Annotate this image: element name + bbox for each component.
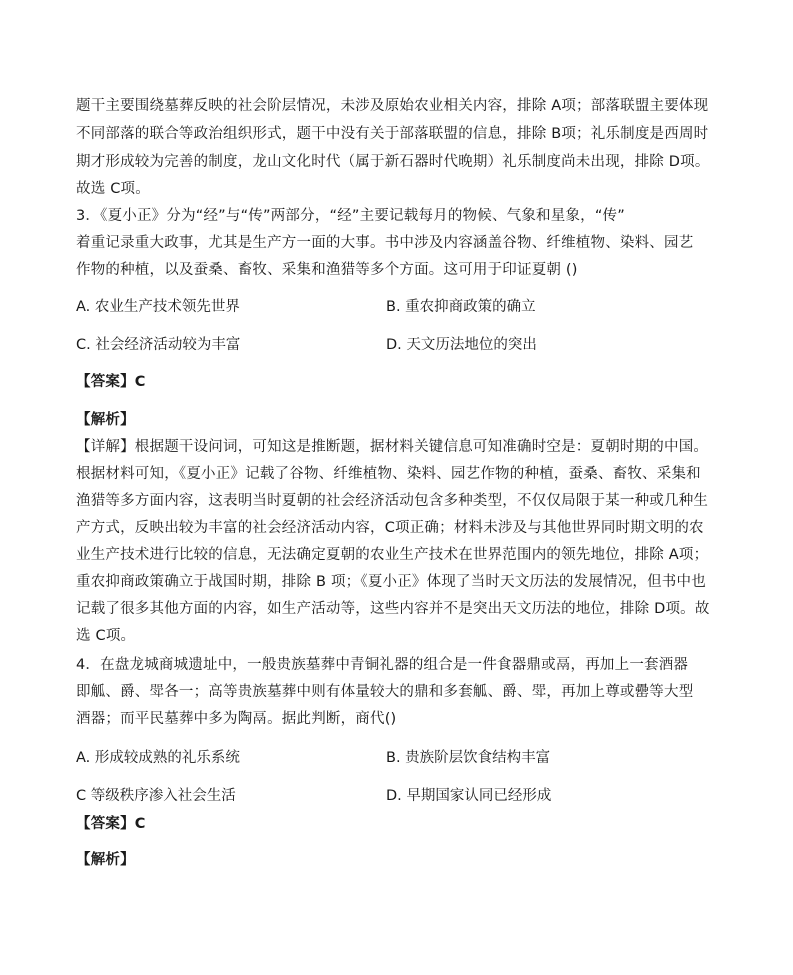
q4-option-d: D. 早期国家认同已经形成 [386, 788, 552, 804]
q3-answer: 【答案】C [76, 374, 146, 390]
q3-analysis-line: 业生产技术进行比较的信息，无法确定夏朝的农业生产技术在世界范围内的领先地位，排除 A项； [76, 547, 709, 563]
q3-analysis-line: 记载了很多其他方面的内容，如生产活动等，这些内容并不是突出天文历法的地位，排除 D项。故 [76, 601, 710, 617]
q3-stem-line: 作物的种植，以及蚕桑、畜牧、采集和渔猎等多个方面。这可用于印证夏朝 () [76, 262, 578, 278]
q4-stem-line: 即觚、爵、斝各一；高等贵族墓葬中则有体量较大的鼎和多套觚、爵、斝，再加上尊或罍等大型 [76, 684, 694, 700]
q3-option-d: D. 天文历法地位的突出 [386, 337, 537, 353]
q4-stem-line: 酒器；而平民墓葬中多为陶鬲。据此判断，商代() [76, 711, 397, 727]
q2-conclusion-line: 故选 C项。 [76, 181, 150, 197]
q2-explanation-line: 期才形成较为完善的制度，龙山文化时代（属于新石器时代晚期）礼乐制度尚未出现，排除 D项。 [76, 154, 710, 170]
q3-option-a: A. 农业生产技术领先世界 [76, 299, 240, 315]
q2-explanation-line: 不同部落的联合等政治组织形式，题干中没有关于部落联盟的信息，排除 B项；礼乐制度是西周时 [76, 126, 709, 142]
q3-analysis-line: 根据材料可知，《夏小正》记载了谷物、纤维植物、染料、园艺作物的种植，蚕桑、畜牧、采集和 [76, 466, 701, 482]
q3-analysis-line: 产方式，反映出较为丰富的社会经济活动内容，C项正确；材料未涉及与其他世界同时期文明的农 [76, 520, 704, 536]
q3-analysis-line: 渔猎等多方面内容，这表明当时夏朝的社会经济活动包含多种类型，不仅仅局限于某一种或几种生 [76, 493, 709, 509]
q4-analysis-heading: 【解析】 [76, 852, 135, 868]
q4-option-c: C 等级秩序渗入社会生活 [76, 788, 236, 804]
q3-analysis-heading: 【解析】 [76, 412, 135, 428]
q3-analysis-line: 选 C项。 [76, 628, 136, 644]
q3-stem-line: 着重记录重大政事，尤其是生产方一面的大事。书中涉及内容涵盖谷物、纤维植物、染料、园艺 [76, 235, 694, 251]
q3-option-c: C. 社会经济活动较为丰富 [76, 337, 241, 353]
q4-answer: 【答案】C [76, 816, 146, 832]
q3-analysis-line: 【详解】根据题干设问词，可知这是推断题，据材料关键信息可知准确时空是：夏朝时期的中国。 [76, 439, 709, 455]
q3-option-b: B. 重农抑商政策的确立 [386, 299, 536, 315]
q4-option-a: A. 形成较成熟的礼乐系统 [76, 750, 240, 766]
q3-analysis-line: 重农抑商政策确立于战国时期，排除 B 项；《夏小正》体现了当时天文历法的发展情况，但书中也 [76, 574, 706, 590]
q4-stem-line: 4．在盘龙城商城遗址中，一般贵族墓葬中青铜礼器的组合是一件食器鼎或鬲，再加上一套酒器 [76, 657, 689, 673]
q4-option-b: B. 贵族阶层饮食结构丰富 [386, 750, 551, 766]
q2-explanation-line: 题干主要围绕墓葬反映的社会阶层情况，未涉及原始农业相关内容，排除 A项；部落联盟主要体现 [76, 98, 709, 114]
q3-stem-line: 3．《夏小正》分为“经”与“传”两部分，“经”主要记载每月的物候、气象和星象，“传” [76, 208, 625, 224]
